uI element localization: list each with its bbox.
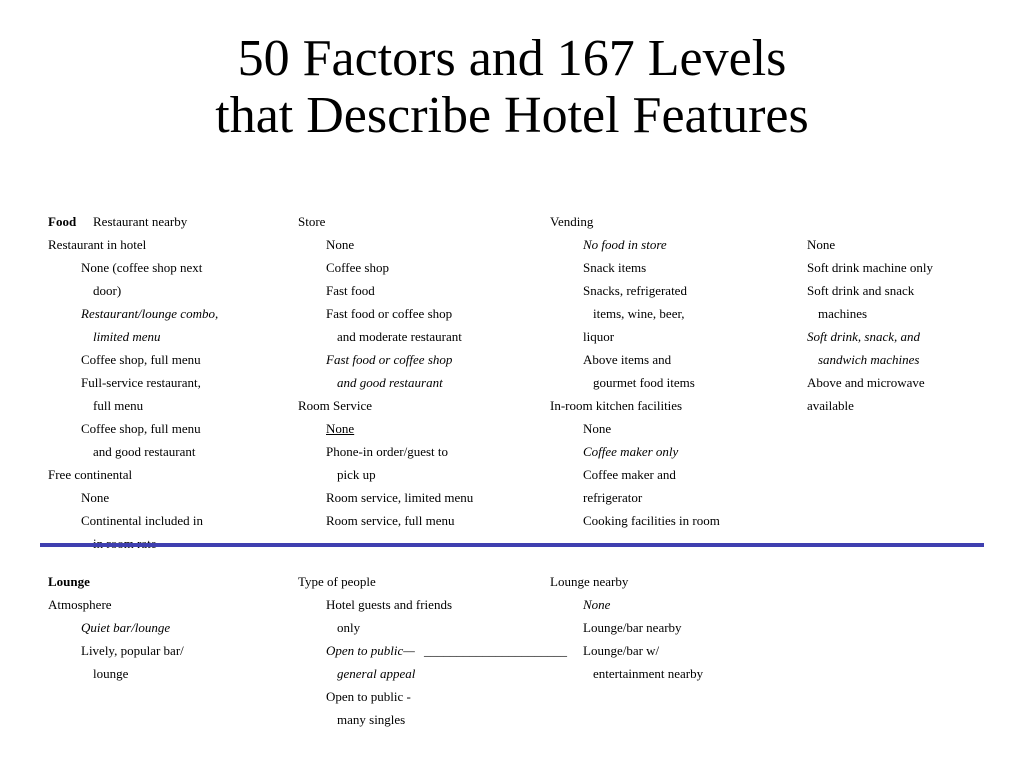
title-line-1: 50 Factors and 167 Levels xyxy=(237,30,787,87)
lounge-text-none: None xyxy=(583,597,611,612)
lounge-text-quiet-bar-lounge: Quiet bar/lounge xyxy=(81,620,171,635)
food-text-none: None xyxy=(326,237,355,252)
food-text-available: available xyxy=(807,398,854,413)
food-text-in-room-kitchen-facilities: In-room kitchen facilities xyxy=(550,398,683,413)
food-text-machines: machines xyxy=(818,306,868,321)
food-text-soft-drink-and-snack: Soft drink and snack xyxy=(807,283,915,298)
lounge-text-open-to-public: Open to public - xyxy=(326,689,411,704)
lounge-text-lounge-nearby: Lounge nearby xyxy=(550,574,629,589)
food-text-vending: Vending xyxy=(550,214,594,229)
lounge-text-atmosphere: Atmosphere xyxy=(48,597,112,612)
food-text-coffee-shop-full-menu: Coffee shop, full menu xyxy=(81,421,201,436)
food-text-items-wine-beer: items, wine, beer, xyxy=(593,306,685,321)
food-text-fast-food: Fast food xyxy=(326,283,375,298)
food-text-coffee-maker-and: Coffee maker and xyxy=(583,467,676,482)
food-text-phone-in-order-guest-to: Phone-in order/guest to xyxy=(326,444,449,459)
lounge-text-lounge-bar-w: Lounge/bar w/ xyxy=(583,643,660,658)
lounge-text-lively-popular-bar: Lively, popular bar/ xyxy=(81,643,184,658)
food-text-full-service-restaurant: Full-service restaurant, xyxy=(81,375,201,390)
food-text-restaurant-nearby: Restaurant nearby xyxy=(93,214,188,229)
food-text-soft-drink-snack-and: Soft drink, snack, and xyxy=(807,329,921,344)
lounge-text-only: only xyxy=(337,620,361,635)
food-text-room-service-full-menu: Room service, full menu xyxy=(326,513,455,528)
food-text-coffee-shop: Coffee shop xyxy=(326,260,389,275)
food-text-and-good-restaurant: and good restaurant xyxy=(93,444,196,459)
slide-title xyxy=(0,30,1024,144)
food-text-and-moderate-restaurant: and moderate restaurant xyxy=(337,329,462,344)
section-divider xyxy=(40,543,984,547)
food-text-continental-included-in: Continental included in xyxy=(81,513,204,528)
food-text-above-and-microwave: Above and microwave xyxy=(807,375,925,390)
lounge-text-type-of-people: Type of people xyxy=(298,574,376,589)
food-text-coffee-maker-only: Coffee maker only xyxy=(583,444,679,459)
food-text-cooking-facilities-in-room: Cooking facilities in room xyxy=(583,513,720,528)
food-text-coffee-shop-full-menu: Coffee shop, full menu xyxy=(81,352,201,367)
food-text-none: None xyxy=(583,421,612,436)
food-text-fast-food-or-coffee-shop: Fast food or coffee shop xyxy=(326,306,453,321)
food-text-free-continental: Free continental xyxy=(48,467,133,482)
food-text-limited-menu: limited menu xyxy=(93,329,161,344)
lounge-text-lounge-bar-nearby: Lounge/bar nearby xyxy=(583,620,682,635)
food-text-gourmet-food-items: gourmet food items xyxy=(593,375,695,390)
food-text-none: None xyxy=(326,421,355,436)
food-text-room-service-limited-menu: Room service, limited menu xyxy=(326,490,474,505)
food-text-snack-items: Snack items xyxy=(583,260,647,275)
food-text-none: None xyxy=(807,237,836,252)
food-text-door: door) xyxy=(93,283,122,298)
food-text-snacks-refrigerated: Snacks, refrigerated xyxy=(583,283,687,298)
food-text-restaurant-in-hotel: Restaurant in hotel xyxy=(48,237,147,252)
title-line-2: that Describe Hotel Features xyxy=(215,87,809,144)
lounge-text-many-singles: many singles xyxy=(337,712,406,727)
food-text-sandwich-machines: sandwich machines xyxy=(818,352,920,367)
lounge-text-lounge: lounge xyxy=(93,666,129,681)
food-text-restaurant-lounge-combo: Restaurant/lounge combo, xyxy=(81,306,219,321)
food-text-store: Store xyxy=(298,214,326,229)
lounge-text-line: ______________________ xyxy=(424,643,567,658)
food-text-fast-food-or-coffee-shop: Fast food or coffee shop xyxy=(326,352,453,367)
food-text-above-items-and: Above items and xyxy=(583,352,672,367)
lounge-text-open-to-public: Open to public— xyxy=(326,643,415,658)
food-text-none: None xyxy=(81,490,110,505)
food-text-no-food-in-store: No food in store xyxy=(583,237,667,252)
food-text-none-coffee-shop-next: None (coffee shop next xyxy=(81,260,203,275)
lounge-text-lounge: Lounge xyxy=(48,574,90,589)
lounge-text-hotel-guests-and-friends: Hotel guests and friends xyxy=(326,597,453,612)
lounge-text-general-appeal: general appeal xyxy=(337,666,416,681)
food-text-food: Food xyxy=(48,214,77,229)
food-text-pick-up: pick up xyxy=(337,467,376,482)
food-text-and-good-restaurant: and good restaurant xyxy=(337,375,443,390)
lounge-text-entertainment-nearby: entertainment nearby xyxy=(593,666,704,681)
food-text-liquor: liquor xyxy=(583,329,615,344)
food-text-refrigerator: refrigerator xyxy=(583,490,643,505)
food-text-room-service: Room Service xyxy=(298,398,373,413)
food-text-soft-drink-machine-only: Soft drink machine only xyxy=(807,260,934,275)
food-text-full-menu: full menu xyxy=(93,398,144,413)
